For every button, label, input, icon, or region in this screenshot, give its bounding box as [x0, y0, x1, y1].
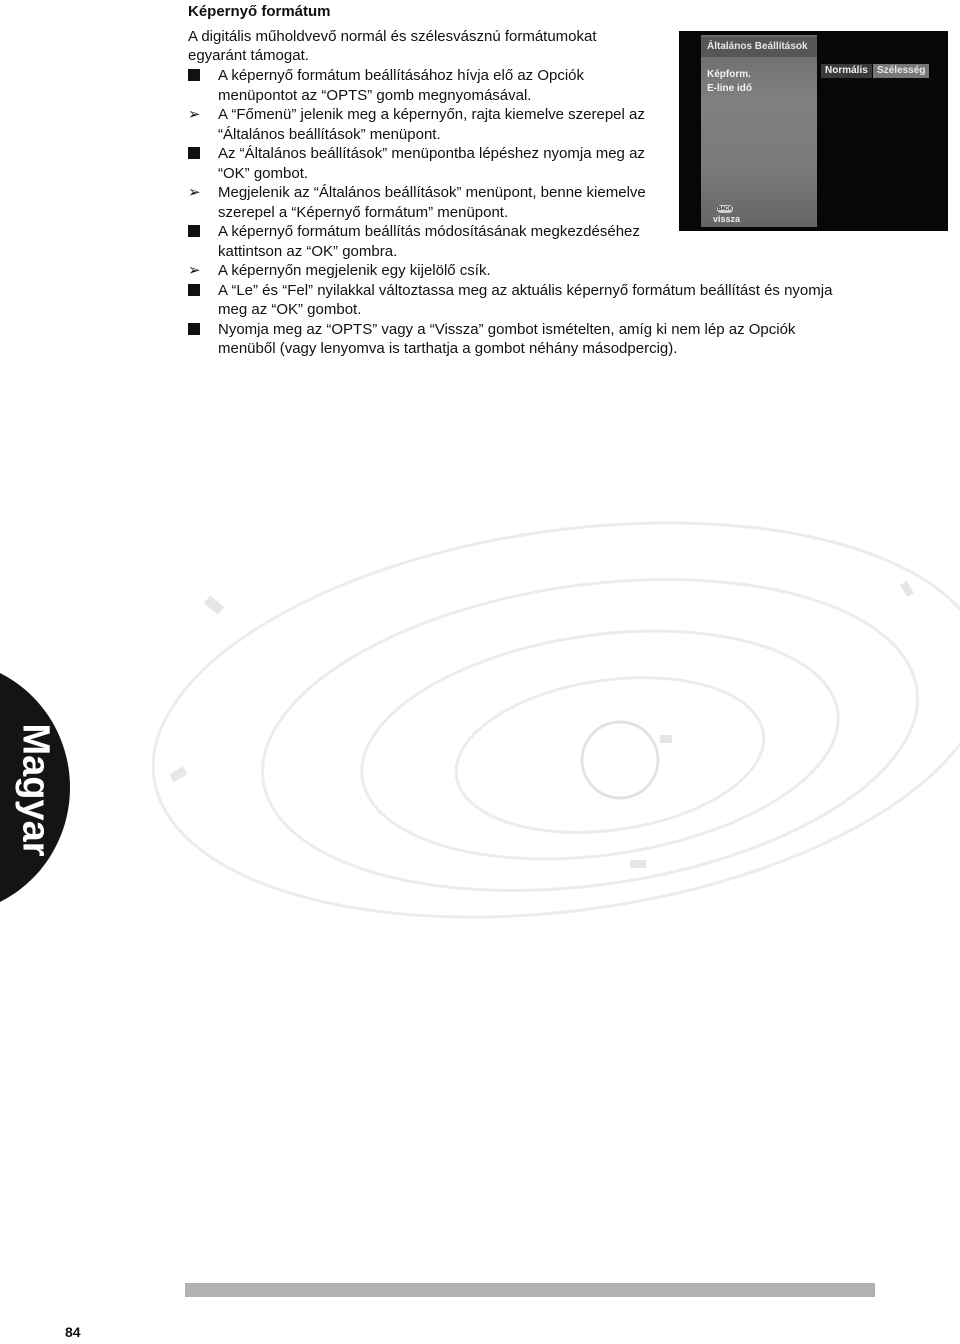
step-line: A képernyő formátum beállítás módosításának megkezdéséhez: [218, 223, 640, 240]
step-line: “OK” gombot.: [218, 164, 309, 182]
arrow-bullet-icon: ➢: [188, 261, 201, 279]
footer-bar: [185, 1283, 875, 1297]
step-line: menüpontot az “OPTS” gomb megnyomásával.: [218, 86, 532, 104]
section-title: Képernyő formátum: [188, 3, 331, 20]
step-result: [188, 105, 698, 144]
step-line: A “Főmenü” jelenik meg a képernyőn, rajta kiemelve szerepel az: [218, 106, 645, 123]
step-result: [188, 261, 888, 281]
square-bullet-icon: [188, 320, 208, 339]
square-bullet-icon: [188, 222, 208, 241]
step-line: Megjelenik az “Általános beállítások” menüpont, benne kiemelve: [218, 184, 646, 201]
tv-menu-item-screen-format: Képform.: [707, 69, 751, 80]
square-bullet-icon: [188, 66, 208, 85]
tv-menu-panel: [701, 35, 817, 227]
tv-back-label: vissza: [713, 214, 741, 224]
intro-line: egyaránt támogat.: [188, 47, 309, 64]
tv-option-wide: Szélesség: [873, 64, 929, 78]
square-bullet-icon: [188, 144, 208, 163]
step-action: [188, 144, 698, 183]
step-line: A képernyő formátum beállításához hívja elő az Opciók: [218, 67, 585, 84]
arrow-bullet-icon: ➢: [188, 183, 201, 201]
step-line: “Általános beállítások” menüpont.: [218, 125, 441, 143]
step-line: Az “Általános beállítások” menüpontba lépéshez nyomja meg az: [218, 145, 645, 162]
tv-menu-screenshot: [679, 31, 948, 231]
tv-menu-title: Általános Beállítások: [701, 37, 817, 57]
language-tab-label: Magyar: [14, 723, 57, 857]
step-line: Nyomja meg az “OPTS” vagy a “Vissza” gombot ismételten, amíg ki nem lép az Opciók: [218, 320, 796, 338]
step-line: meg az “OK” gombot.: [218, 301, 362, 318]
tv-option-normal: Normális: [821, 64, 872, 78]
step-line: kattintson az “OK” gombra.: [218, 242, 398, 260]
step-line: szerepel a “Képernyő formátum” menüpont.: [218, 203, 509, 221]
tv-menu-item-eline-time: E-line idő: [707, 83, 752, 94]
square-bullet-icon: [188, 281, 208, 300]
step-action: [188, 222, 698, 261]
arrow-bullet-icon: ➢: [188, 105, 201, 123]
step-result: [188, 183, 698, 222]
intro-line: A digitális műholdvevő normál és szélesvásznú formátumokat: [188, 28, 597, 45]
orbit-watermark-graphic: [100, 450, 960, 920]
step-line: menüből (vagy lenyomva is tarthatja a gombot néhány másodpercig).: [218, 340, 678, 357]
step-action: [188, 320, 888, 359]
step-line: A “Le” és “Fel” nyilakkal változtassa meg az aktuális képernyő formátum beállítást és nyomja: [218, 281, 833, 299]
back-key-icon: BACK: [717, 206, 733, 212]
step-action: [188, 66, 668, 105]
intro-paragraph: [188, 27, 648, 65]
step-line: A képernyőn megjelenik egy kijelölő csík.: [218, 262, 491, 279]
page-number: 84: [65, 1324, 81, 1340]
step-action: [188, 281, 888, 320]
